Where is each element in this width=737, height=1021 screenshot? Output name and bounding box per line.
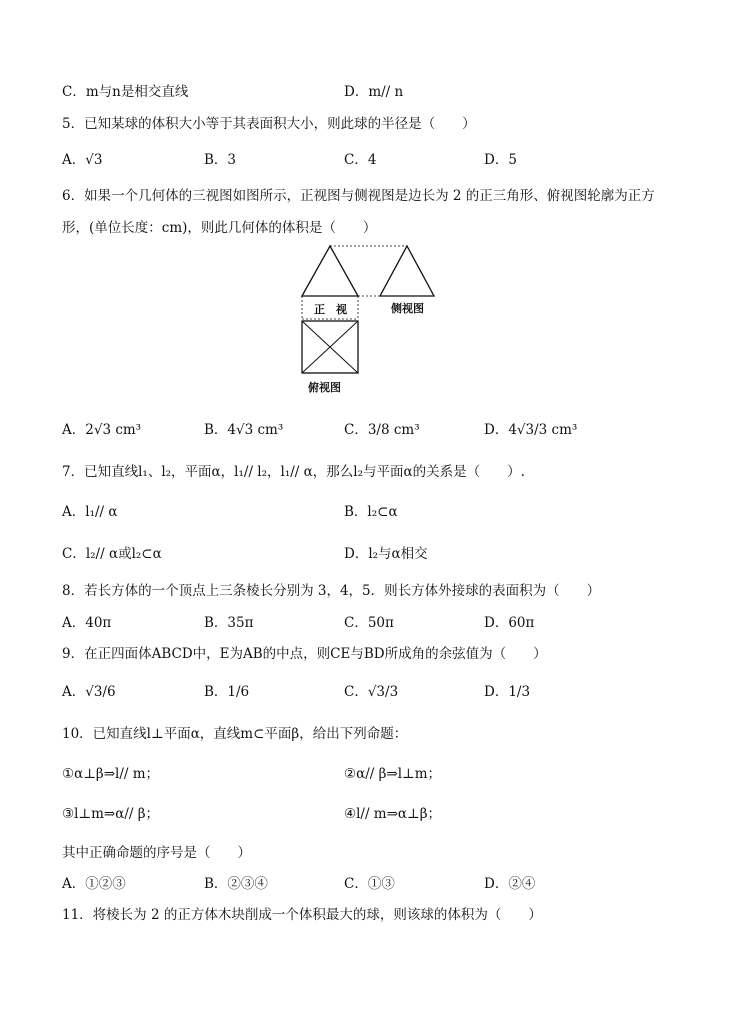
q8-stem: 8．若长方体的一个顶点上三条棱长分别为 3，4，5．则长方体外接球的表面积为（ ） — [62, 583, 601, 599]
q11-stem: 11．将棱长为 2 的正方体木块削成一个体积最大的球，则该球的体积为（ ） — [62, 907, 542, 923]
q10-ask: 其中正确命题的序号是（ ） — [62, 845, 251, 861]
front-view-label: 正 视 — [314, 303, 347, 316]
q6-option-d: D．4√3/3 cm³ — [484, 422, 578, 438]
q7-option-b: B．l₂⊂α — [344, 504, 398, 520]
q10-option-c: C．①③ — [344, 876, 395, 892]
q8-option-a: A．40π — [62, 615, 112, 631]
q5-option-a: A．√3 — [62, 152, 103, 168]
top-view-label: 俯视图 — [308, 381, 341, 394]
q7-stem: 7．已知直线l₁、l₂，平面α，l₁// l₂，l₁// α，那么l₂与平面α的关系是（ ）. — [62, 464, 525, 480]
three-view-figure — [298, 242, 443, 392]
q6-option-a: A．2√3 cm³ — [62, 422, 142, 438]
q9-option-c: C．√3/3 — [344, 684, 399, 700]
q5-option-c: C．4 — [344, 152, 377, 168]
q5-option-b: B．3 — [204, 152, 237, 168]
q7-option-d: D．l₂与α相交 — [344, 546, 428, 562]
three-view-drawing — [298, 242, 443, 392]
q7-option-a: A．l₁// α — [62, 504, 118, 520]
side-view-triangle — [380, 246, 434, 296]
q10-prop-3: ③l⊥m⇒α// β； — [62, 806, 160, 822]
q4-option-d: D．m// n — [344, 84, 404, 100]
q10-stem: 10．已知直线l⊥平面α，直线m⊂平面β，给出下列命题： — [62, 726, 408, 742]
front-view-triangle — [302, 246, 358, 296]
q9-option-d: D．1/3 — [484, 684, 531, 700]
q6-stem-line1: 6．如果一个几何体的三视图如图所示，正视图与侧视图是边长为 2 的正三角形、俯视图轮廓为正方 — [62, 188, 655, 204]
q10-option-a: A．①②③ — [62, 876, 126, 892]
q6-option-b: B．4√3 cm³ — [204, 422, 284, 438]
side-view-label: 侧视图 — [391, 302, 424, 315]
q10-option-d: D．②④ — [484, 876, 536, 892]
q10-prop-1: ①α⊥β⇒l// m； — [62, 766, 160, 782]
q10-prop-4: ④l// m⇒α⊥β； — [344, 806, 442, 822]
q8-option-b: B．35π — [204, 615, 254, 631]
q4-option-c: C．m与n是相交直线 — [62, 84, 189, 100]
q7-option-c: C．l₂// α或l₂⊂α — [62, 546, 162, 562]
q6-option-c: C．3/8 cm³ — [344, 422, 420, 438]
q8-option-c: C．50π — [344, 615, 394, 631]
q9-option-a: A．√3/6 — [62, 684, 116, 700]
q5-option-d: D．5 — [484, 152, 517, 168]
q9-option-b: B．1/6 — [204, 684, 250, 700]
q6-stem-line2: 形，(单位长度：cm)，则此几何体的体积是（ ） — [62, 220, 377, 236]
q10-option-b: B．②③④ — [204, 876, 268, 892]
q9-stem: 9．在正四面体ABCD中，E为AB的中点，则CE与BD所成角的余弦值为（ ） — [62, 646, 547, 662]
q5-stem: 5．已知某球的体积大小等于其表面积大小，则此球的半径是（ ） — [62, 116, 476, 132]
q10-prop-2: ②α// β⇒l⊥m； — [344, 766, 442, 782]
q8-option-d: D．60π — [484, 615, 535, 631]
